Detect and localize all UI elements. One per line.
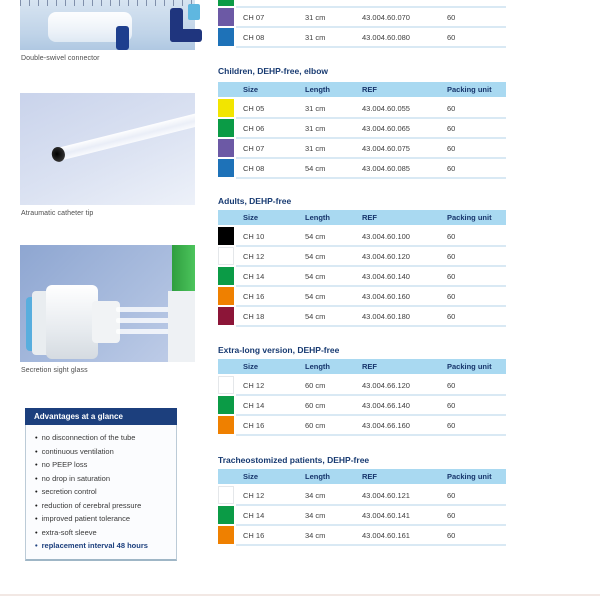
cell-packing xyxy=(447,0,506,2)
cell-ref: 43.004.60.065 xyxy=(362,123,410,133)
advantage-item-label: extra-soft sleeve xyxy=(41,527,97,537)
table-header-row xyxy=(218,82,506,97)
cell-ref: 43.004.60.085 xyxy=(362,163,410,173)
cell-length: 54 cm xyxy=(305,163,326,173)
bullet-icon: • xyxy=(35,473,38,483)
catheter-tip-shape xyxy=(50,146,66,164)
catheter-tube-shape xyxy=(52,110,210,161)
cell-size: CH 05 xyxy=(243,103,265,113)
advantage-item xyxy=(35,472,171,486)
cell-packing: 60 xyxy=(447,231,456,241)
table-row-cells xyxy=(236,8,506,26)
cell-length: 31 cm xyxy=(305,143,326,153)
cell-length: 54 cm xyxy=(305,311,326,321)
cell-packing: 60 xyxy=(447,271,456,281)
bullet-icon: • xyxy=(35,433,38,442)
advantages-list xyxy=(25,425,177,561)
table-row-cells xyxy=(236,247,506,265)
advantage-item xyxy=(35,499,171,513)
cell-length: 31 cm xyxy=(305,103,326,113)
cell-size: CH 16 xyxy=(243,291,265,301)
cell-packing: 60 xyxy=(447,143,456,153)
product-table xyxy=(218,82,506,179)
column-header: Length xyxy=(305,213,330,222)
cell-size: CH 08 xyxy=(243,32,265,42)
table-row xyxy=(218,247,506,267)
table-row xyxy=(218,287,506,307)
section-title: Adults, DEHP-free xyxy=(218,196,292,206)
cell-packing: 60 xyxy=(447,400,456,410)
column-header: Length xyxy=(305,472,330,481)
cell-packing: 60 xyxy=(447,32,456,42)
table-row xyxy=(218,227,506,247)
page-edge-line xyxy=(0,594,600,596)
cell-length: 60 cm xyxy=(305,420,326,430)
advantage-item xyxy=(35,445,171,459)
cell-size xyxy=(243,0,305,2)
cell-size: CH 12 xyxy=(243,251,265,261)
table-row-cells xyxy=(236,506,506,524)
advantage-item-highlight xyxy=(35,539,171,553)
size-color-swatch-orange xyxy=(218,416,234,434)
cell-ref: 43.004.60.121 xyxy=(362,490,410,500)
table-row-cells xyxy=(236,307,506,325)
cell-size: CH 14 xyxy=(243,510,265,520)
cell-length: 34 cm xyxy=(305,490,326,500)
photo-caption: Atraumatic catheter tip xyxy=(21,210,94,217)
cell-ref xyxy=(362,0,447,2)
cell-packing: 60 xyxy=(447,311,456,321)
column-header: Packing unit xyxy=(447,472,492,481)
table-row xyxy=(218,267,506,287)
bullet-icon: • xyxy=(35,514,38,523)
cell-size: CH 18 xyxy=(243,311,265,321)
table-row-cells xyxy=(236,376,506,394)
cell-ref: 43.004.66.140 xyxy=(362,400,410,410)
product-table xyxy=(218,469,506,546)
cell-ref: 43.004.66.160 xyxy=(362,420,410,430)
advantage-item xyxy=(35,512,171,526)
table-row-cells xyxy=(236,99,506,117)
size-color-swatch-green xyxy=(218,506,234,524)
cell-size: CH 07 xyxy=(243,12,265,22)
column-header: Size xyxy=(243,472,259,481)
cell-ref: 43.004.60.160 xyxy=(362,291,410,301)
cell-ref: 43.004.66.120 xyxy=(362,380,410,390)
table-row-cells xyxy=(236,119,506,137)
cell-size: CH 16 xyxy=(243,530,265,540)
table-row xyxy=(218,526,506,546)
cell-packing: 60 xyxy=(447,163,456,173)
advantage-item xyxy=(35,431,171,445)
table-row-cells xyxy=(236,526,506,544)
cell-packing: 60 xyxy=(447,530,456,540)
table-row xyxy=(218,8,506,28)
blue-plug-shape xyxy=(116,26,129,50)
cell-size: CH 06 xyxy=(243,123,265,133)
cell-packing: 60 xyxy=(447,251,456,261)
table-row-cells xyxy=(236,267,506,285)
section-title: Extra-long version, DEHP-free xyxy=(218,345,340,355)
table-row-cells xyxy=(236,396,506,414)
table-row xyxy=(218,28,506,48)
cell-size: CH 08 xyxy=(243,163,265,173)
column-header: REF xyxy=(362,213,377,222)
cell-length: 54 cm xyxy=(305,251,326,261)
bullet-icon: • xyxy=(35,541,38,550)
table-row-cells xyxy=(236,0,506,6)
cell-ref: 43.004.60.140 xyxy=(362,271,410,281)
size-color-swatch-yellow xyxy=(218,99,234,117)
cell-size: CH 12 xyxy=(243,490,265,500)
column-header: Length xyxy=(305,85,330,94)
size-color-swatch-orange xyxy=(218,287,234,305)
cell-size: CH 12 xyxy=(243,380,265,390)
advantage-item xyxy=(35,485,171,499)
cell-packing: 60 xyxy=(447,380,456,390)
green-cap-shape xyxy=(172,245,195,291)
table-row xyxy=(218,376,506,396)
photo-caption: Double-swivel connector xyxy=(21,55,100,62)
table-row-cells xyxy=(236,287,506,305)
bullet-icon: • xyxy=(35,460,38,469)
product-table xyxy=(218,359,506,436)
size-color-swatch-green xyxy=(218,119,234,137)
column-header: Size xyxy=(243,362,259,371)
tables-column xyxy=(218,0,506,600)
cell-ref: 43.004.60.120 xyxy=(362,251,410,261)
column-header: Packing unit xyxy=(447,213,492,222)
cell-length: 31 cm xyxy=(305,32,326,42)
cell-ref: 43.004.60.055 xyxy=(362,103,410,113)
column-header: Packing unit xyxy=(447,85,492,94)
photo-caption: Secretion sight glass xyxy=(21,367,88,374)
advantage-item-label: no PEEP loss xyxy=(41,460,88,469)
table-row-cells xyxy=(236,227,506,245)
column-header: Packing unit xyxy=(447,362,492,371)
size-color-swatch-white xyxy=(218,247,234,265)
cell-length: 31 cm xyxy=(305,123,326,133)
cell-packing: 60 xyxy=(447,123,456,133)
bullet-icon: • xyxy=(35,446,38,456)
column-header: Size xyxy=(243,85,259,94)
section-title: Children, DEHP-free, elbow xyxy=(218,66,329,76)
table-header-row xyxy=(218,359,506,374)
cell-ref: 43.004.60.080 xyxy=(362,32,410,42)
size-color-swatch-purple xyxy=(218,8,234,26)
cell-packing: 60 xyxy=(447,103,456,113)
advantage-item-label: secretion control xyxy=(41,487,97,496)
cell-size: CH 07 xyxy=(243,143,265,153)
bullet-icon: • xyxy=(35,487,38,496)
cell-size: CH 10 xyxy=(243,231,265,241)
advantage-item xyxy=(35,458,171,472)
table-row xyxy=(218,486,506,506)
advantage-item-label: no drop in saturation xyxy=(41,473,111,483)
cell-packing: 60 xyxy=(447,510,456,520)
cell-length: 34 cm xyxy=(305,530,326,540)
table-row-cells xyxy=(236,416,506,434)
advantage-item-label: replacement interval 48 hours xyxy=(41,541,148,550)
white-cylinder-shape xyxy=(168,291,195,362)
column-header: REF xyxy=(362,85,377,94)
cell-ref: 43.004.60.141 xyxy=(362,510,410,520)
cell-packing: 60 xyxy=(447,490,456,500)
column-header: Size xyxy=(243,213,259,222)
advantage-item xyxy=(35,526,171,540)
table-row-cells xyxy=(236,486,506,504)
syringe-scale-marks xyxy=(20,0,195,6)
table-row-cells xyxy=(236,139,506,157)
product-photo-double-swivel-connector xyxy=(20,0,195,50)
size-color-swatch-green xyxy=(218,267,234,285)
table-row xyxy=(218,119,506,139)
table-row xyxy=(218,396,506,416)
elbow-connector-shape xyxy=(170,29,202,42)
size-color-swatch-green xyxy=(218,0,234,6)
product-table xyxy=(218,0,506,48)
size-color-swatch-white xyxy=(218,486,234,504)
size-color-swatch-white xyxy=(218,376,234,394)
advantages-box xyxy=(25,408,177,561)
advantage-item-label: reduction of cerebral pressure xyxy=(41,500,142,510)
table-row-cells xyxy=(236,159,506,177)
table-header-row xyxy=(218,469,506,484)
cell-length: 60 cm xyxy=(305,400,326,410)
product-photo-atraumatic-catheter-tip xyxy=(20,93,195,205)
cell-length: 60 cm xyxy=(305,380,326,390)
advantage-item-label: continuous ventilation xyxy=(41,446,114,456)
cell-length: 31 cm xyxy=(305,12,326,22)
size-color-swatch-blue xyxy=(218,28,234,46)
bullet-icon: • xyxy=(35,500,38,510)
advantage-item-label: improved patient tolerance xyxy=(41,514,131,523)
cell-packing: 60 xyxy=(447,12,456,22)
size-color-swatch-orange xyxy=(218,526,234,544)
cell-ref: 43.004.60.161 xyxy=(362,530,410,540)
table-row-cells xyxy=(236,28,506,46)
size-color-swatch-green xyxy=(218,396,234,414)
column-header: REF xyxy=(362,472,377,481)
cell-length: 54 cm xyxy=(305,231,326,241)
cell-packing: 60 xyxy=(447,291,456,301)
table-row xyxy=(218,416,506,436)
bullet-icon: • xyxy=(35,527,38,537)
cell-ref: 43.004.60.070 xyxy=(362,12,410,22)
cell-ref: 43.004.60.100 xyxy=(362,231,410,241)
cyan-adapter-shape xyxy=(188,4,200,20)
cell-length: 54 cm xyxy=(305,271,326,281)
size-color-swatch-darkred xyxy=(218,307,234,325)
size-color-swatch-blue xyxy=(218,159,234,177)
sight-glass-body-shape xyxy=(46,285,98,359)
table-header-row xyxy=(218,210,506,225)
cell-length xyxy=(305,0,362,2)
cell-size: CH 14 xyxy=(243,271,265,281)
section-title: Tracheostomized patients, DEHP-free xyxy=(218,455,370,465)
cell-length: 54 cm xyxy=(305,291,326,301)
product-table xyxy=(218,210,506,327)
size-color-swatch-black xyxy=(218,227,234,245)
table-row xyxy=(218,99,506,119)
column-header: REF xyxy=(362,362,377,371)
table-row xyxy=(218,0,506,8)
cell-length: 34 cm xyxy=(305,510,326,520)
cell-ref: 43.004.60.075 xyxy=(362,143,410,153)
cell-size: CH 16 xyxy=(243,420,265,430)
column-header: Length xyxy=(305,362,330,371)
cell-packing: 60 xyxy=(447,420,456,430)
cell-ref: 43.004.60.180 xyxy=(362,311,410,321)
advantage-item-label: no disconnection of the tube xyxy=(41,433,136,442)
product-photo-secretion-sight-glass xyxy=(20,245,195,362)
table-row xyxy=(218,307,506,327)
table-row xyxy=(218,139,506,159)
size-color-swatch-purple xyxy=(218,139,234,157)
advantages-box-title: Advantages at a glance xyxy=(25,408,177,425)
table-row xyxy=(218,506,506,526)
table-row xyxy=(218,159,506,179)
cell-size: CH 14 xyxy=(243,400,265,410)
